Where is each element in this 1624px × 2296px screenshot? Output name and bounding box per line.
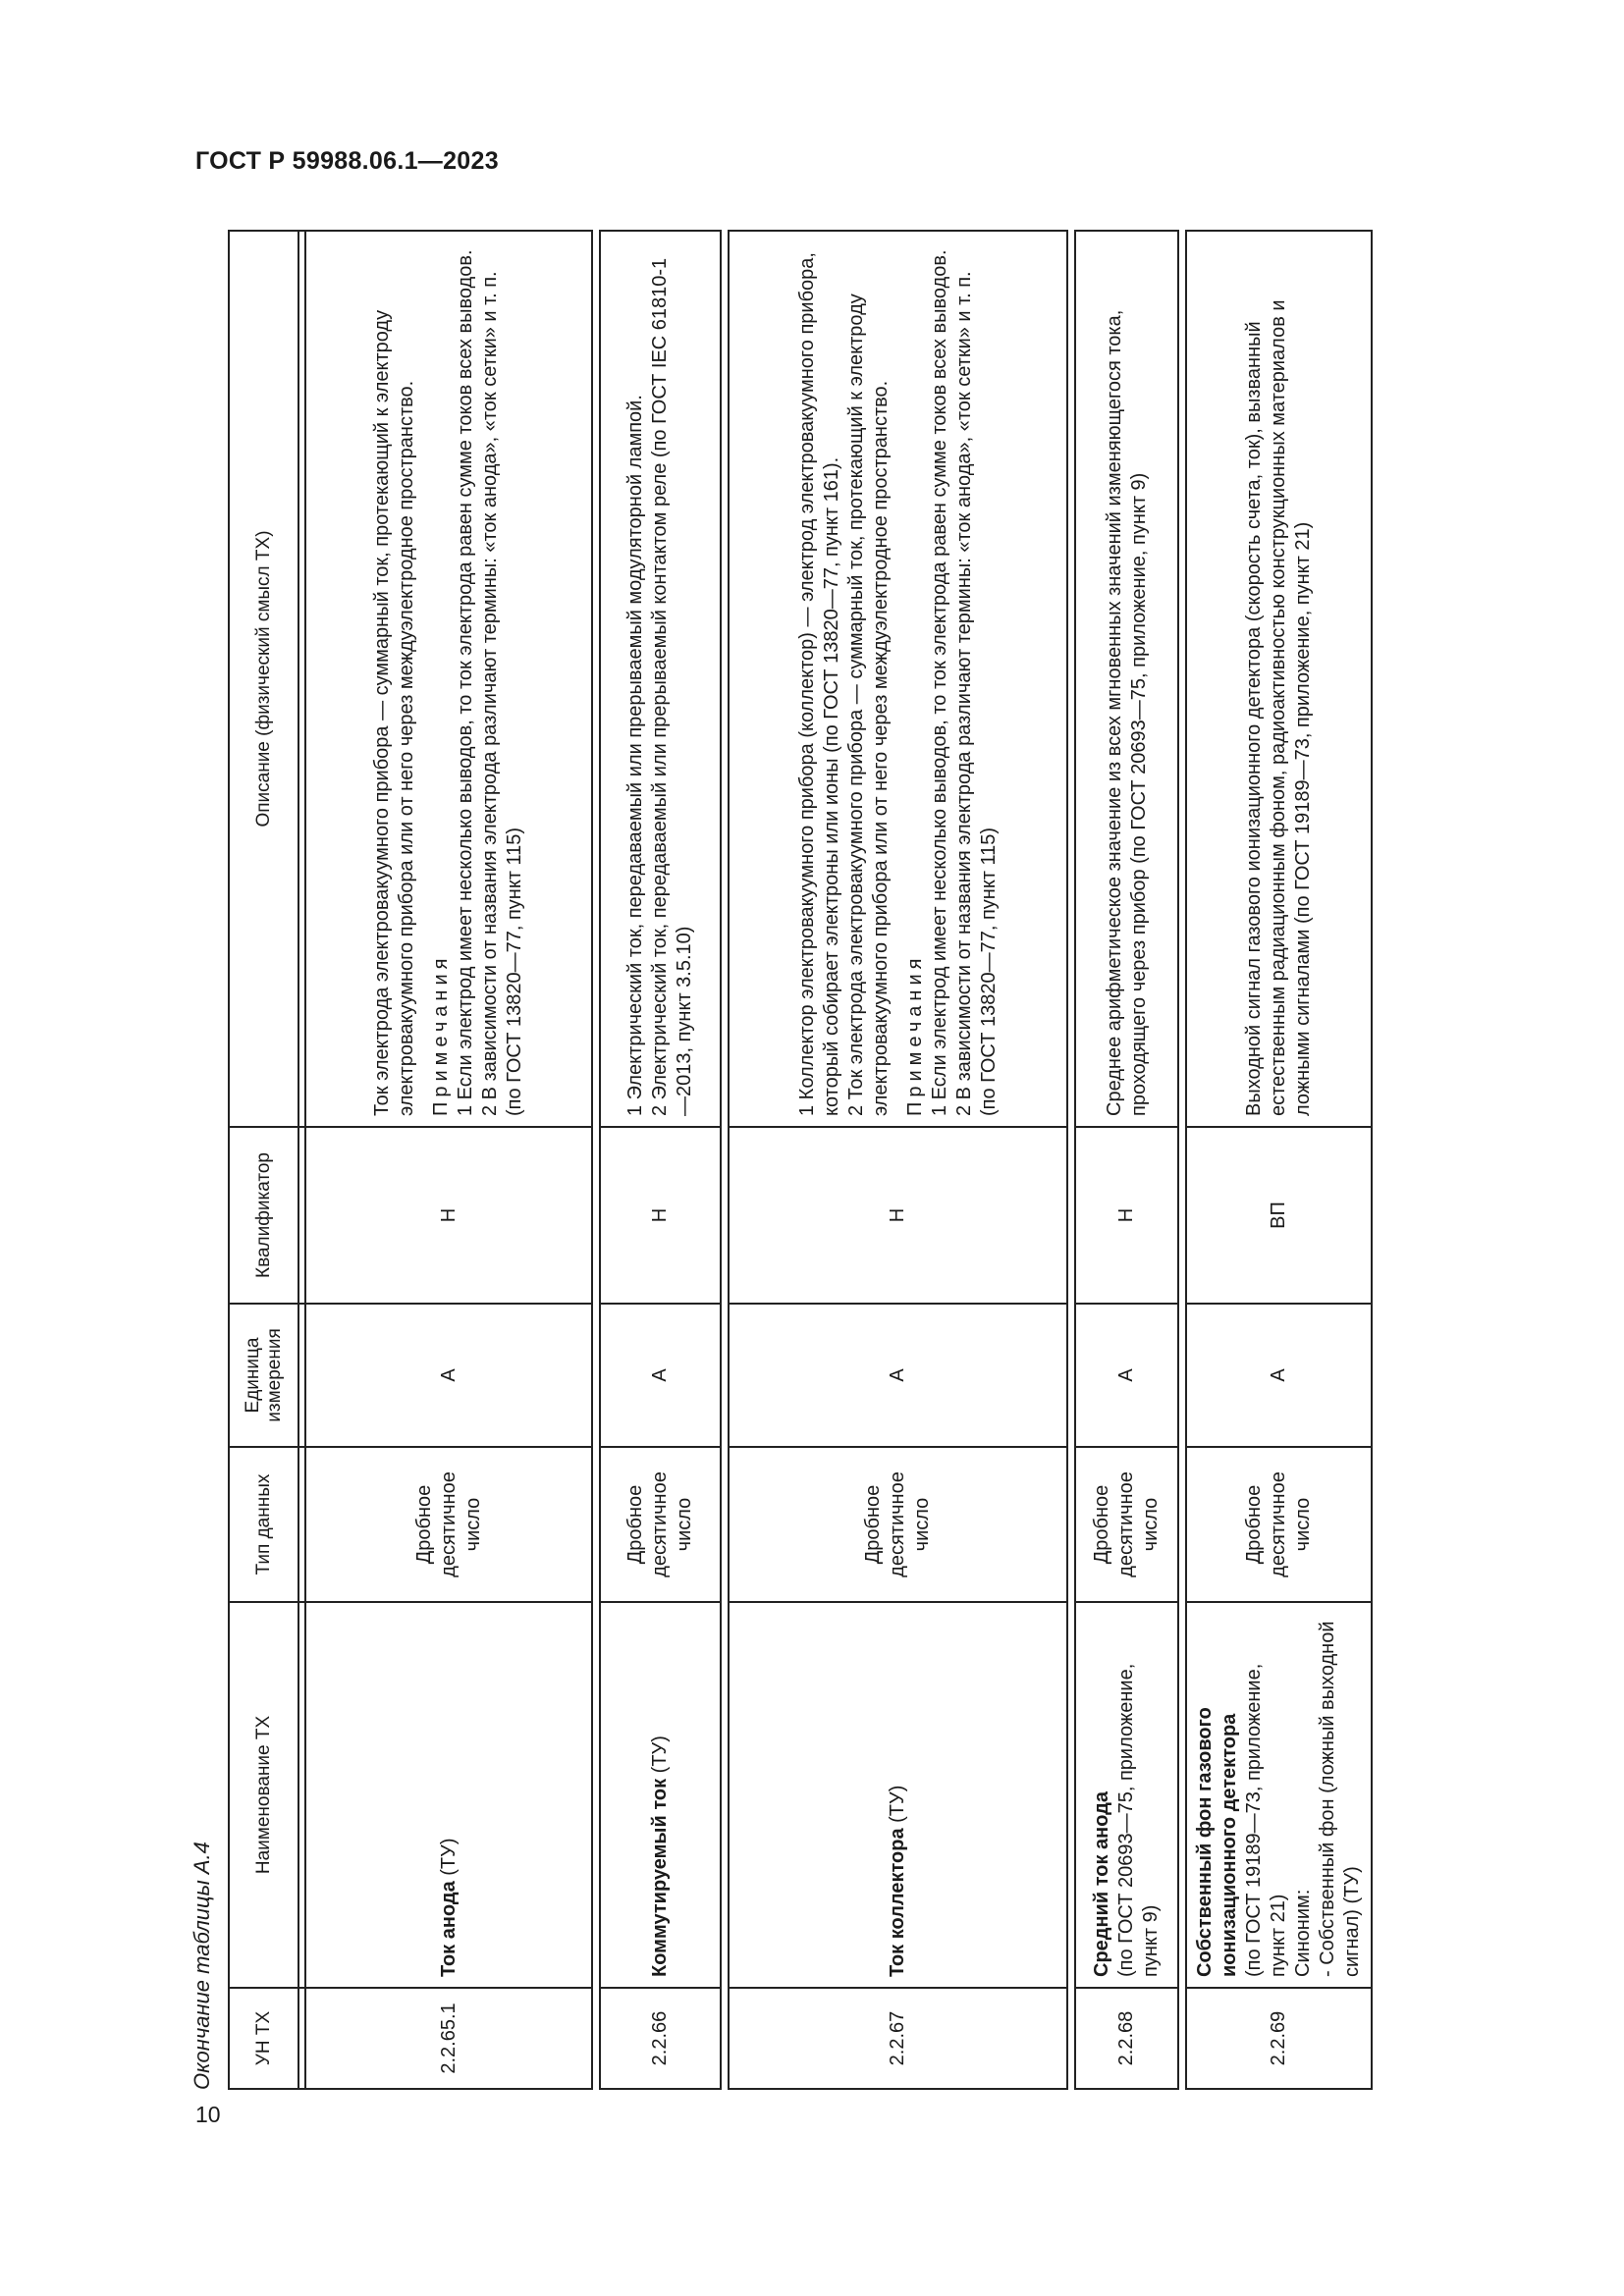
- col-header-name: Наименование ТХ: [229, 1602, 298, 1988]
- cell-unit: А: [305, 1304, 592, 1447]
- table-row: [1186, 231, 1372, 2089]
- table-row: [729, 231, 1067, 2089]
- cell-code: 2.2.65.1: [305, 1988, 592, 2089]
- row-separator: [1067, 231, 1075, 2089]
- row-separator: [721, 231, 729, 2089]
- page-number: 10: [195, 2102, 221, 2127]
- characteristics-table: [228, 230, 1373, 2090]
- cell-type: Дробное десятичное число: [1075, 1447, 1178, 1602]
- name-rest: (по ГОСТ 20693—75, приложение, пункт 9): [1115, 1663, 1162, 1977]
- cell-name: [729, 1602, 1067, 1988]
- cell-type: Дробное десятичное число: [1186, 1447, 1372, 1602]
- col-header-description: Описание (физический смысл ТХ): [229, 231, 298, 1127]
- table-row: [305, 231, 592, 2089]
- name-bold: Средний ток анода: [1091, 1791, 1112, 1977]
- document-header: ГОСТ Р 59988.06.1—2023: [195, 147, 499, 175]
- cell-unit: А: [1075, 1304, 1178, 1447]
- name-bold: Ток анода: [437, 1881, 460, 1977]
- table-row: [1075, 231, 1178, 2089]
- cell-unit: А: [729, 1304, 1067, 1447]
- cell-type: Дробное десятичное число: [729, 1447, 1067, 1602]
- cell-name: [305, 1602, 592, 1988]
- row-separator: [592, 231, 600, 2089]
- cell-code: 2.2.69: [1186, 1988, 1372, 2089]
- cell-qualifier: ВП: [1186, 1127, 1372, 1304]
- cell-code: 2.2.68: [1075, 1988, 1178, 2089]
- cell-code: 2.2.67: [729, 1988, 1067, 2089]
- col-header-qualifier: Квалификатор: [229, 1127, 298, 1304]
- note-line: 1 Если электрод имеет несколько выводов, то ток электрода равен сумме токов всех выводов.: [928, 249, 950, 1116]
- header-separator: [298, 231, 305, 2089]
- table-row: [600, 231, 721, 2089]
- name-bold: Собственный фон газового ионизационного детектора: [1194, 1707, 1240, 1977]
- col-header-type: Тип данных: [229, 1447, 298, 1602]
- desc-line: 1 Коллектор электровакуумного прибора (коллектор) — электрод электровакуумного прибора, который собирает электроны или ионы (по ГОСТ 13820—77, пункт 161).: [795, 252, 842, 1116]
- note-line: 2 В зависимости от названия электрода различают термины: «ток анода», «ток сетки» и т. п. (по ГОСТ 13820—77, пункт 115): [479, 271, 525, 1116]
- name-rest: (ТУ): [887, 1785, 908, 1829]
- table-caption: Окончание таблицы А.4: [189, 1842, 214, 2090]
- cell-unit: А: [600, 1304, 721, 1447]
- col-header-code: УН ТХ: [229, 1988, 298, 2089]
- desc-line: 2 Ток электрода электровакуумного прибора — суммарный ток, протекающий к электроду электровакуумного прибора или от него через междуэлектродное пространство.: [844, 294, 892, 1116]
- cell-qualifier: Н: [1075, 1127, 1178, 1304]
- cell-code: 2.2.66: [600, 1988, 721, 2089]
- cell-qualifier: Н: [305, 1127, 592, 1304]
- cell-name: [1186, 1602, 1372, 1988]
- row-separator: [1178, 231, 1186, 2089]
- synonym-value: - Собственный фон (ложный выходной сигнал) (ТУ): [1317, 1621, 1363, 1977]
- desc-line: 1 Электрический ток, передаваемый или прерываемый модуляторной лампой.: [624, 395, 646, 1116]
- cell-description: [600, 231, 721, 1127]
- cell-qualifier: Н: [729, 1127, 1067, 1304]
- table-header-row: [229, 231, 298, 2089]
- desc-text: Ток электрода электровакуумного прибора — суммарный ток, протекающий к электроду электровакуумного прибора или от него через междуэлектродное пространство.: [371, 309, 417, 1116]
- name-rest: (ТУ): [437, 1838, 460, 1882]
- synonym-label: Синоним:: [1292, 1889, 1314, 1977]
- note-line: 2 В зависимости от названия электрода различают термины: «ток анода», «ток сетки» и т. п. (по ГОСТ 13820—77, пункт 115): [952, 271, 1000, 1116]
- desc-line: 2 Электрический ток, передаваемый или прерываемый контактом реле (по ГОСТ IEC 61810-1—2013, пункт 3.5.10): [649, 257, 695, 1116]
- desc-text: Среднее арифметическое значение из всех мгновенных значений изменяющегося тока, проходящего через прибор (по ГОСТ 20693—75, приложение, пункт 9): [1103, 309, 1150, 1116]
- cell-description: [729, 231, 1067, 1127]
- cell-name: [600, 1602, 721, 1988]
- name-bold: Коммутируемый ток: [649, 1778, 671, 1977]
- name-rest: (ТУ): [649, 1735, 671, 1779]
- cell-description: [305, 231, 592, 1127]
- cell-description: [1186, 231, 1372, 1127]
- name-rest: (по ГОСТ 19189—73, приложение, пункт 21): [1243, 1663, 1289, 1977]
- note-title: Примечания: [903, 953, 926, 1116]
- col-header-unit: Единица измерения: [229, 1304, 298, 1447]
- desc-text: Выходной сигнал газового ионизационного детектора (скорость счета, ток), вызванный естественным радиационным фоном, радиоактивностью конструкционных материалов и ложными сигналами (по ГОСТ 19189—73, приложение, пункт 21): [1243, 299, 1314, 1116]
- cell-qualifier: Н: [600, 1127, 721, 1304]
- cell-type: Дробное десятичное число: [305, 1447, 592, 1602]
- name-bold: Ток коллектора: [887, 1828, 908, 1977]
- cell-name: [1075, 1602, 1178, 1988]
- cell-description: [1075, 231, 1178, 1127]
- cell-type: Дробное десятичное число: [600, 1447, 721, 1602]
- cell-unit: А: [1186, 1304, 1372, 1447]
- rotated-table-container: [177, 232, 1394, 2090]
- note-title: Примечания: [430, 953, 452, 1116]
- note-line: 1 Если электрод имеет несколько выводов, то ток электрода равен сумме токов всех выводов.: [455, 249, 476, 1116]
